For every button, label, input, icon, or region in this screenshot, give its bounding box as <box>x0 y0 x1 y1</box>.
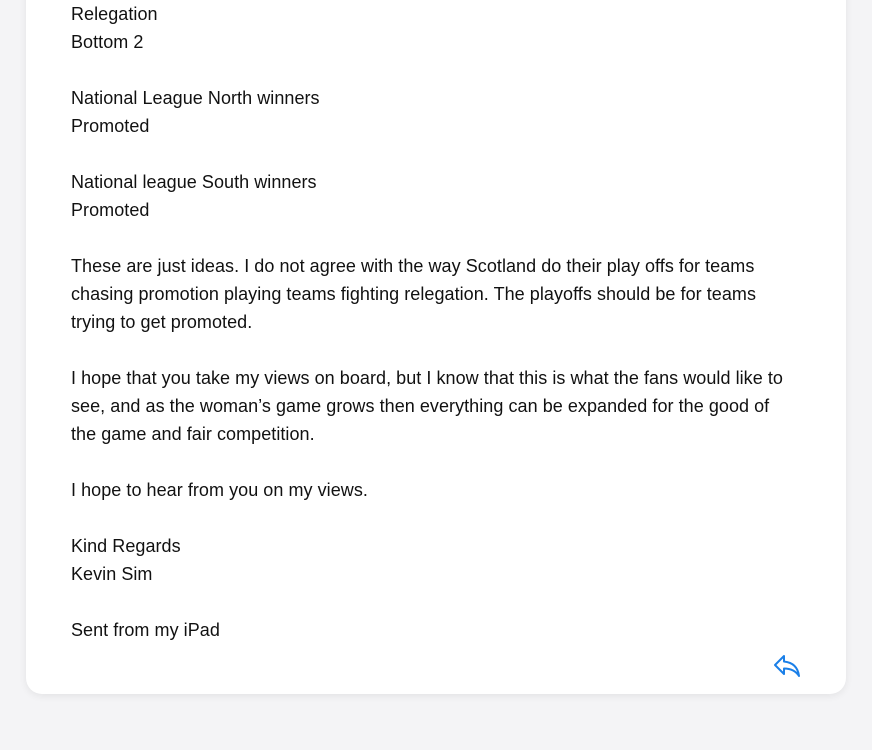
reply-arrow-icon <box>772 652 802 680</box>
body-line: the game and fair competition. <box>71 424 315 444</box>
body-line: Promoted <box>71 116 150 136</box>
body-line: I hope that you take my views on board, but I know that this is what the fans would like to <box>71 368 783 388</box>
paragraph-hope <box>71 476 811 504</box>
body-line: see, and as the woman’s game grows then everything can be expanded for the good of <box>71 396 770 416</box>
body-line: I hope to hear from you on my views. <box>71 480 368 500</box>
body-line: These are just ideas. I do not agree with the way Scotland do their play offs for teams <box>71 256 755 276</box>
body-line: trying to get promoted. <box>71 312 253 332</box>
paragraph-views <box>71 364 811 448</box>
paragraph-signoff <box>71 532 811 588</box>
paragraph-south <box>71 168 811 224</box>
body-line: Promoted <box>71 200 150 220</box>
body-line: Kevin Sim <box>71 564 153 584</box>
body-line: Relegation <box>71 4 158 24</box>
paragraph-ideas <box>71 252 811 336</box>
paragraph-signature <box>71 616 811 644</box>
body-line: National League North winners <box>71 88 320 108</box>
message-body <box>71 0 811 644</box>
body-line: Sent from my iPad <box>71 620 220 640</box>
paragraph-relegation <box>71 0 811 56</box>
body-line: chasing promotion playing teams fighting relegation. The playoffs should be for teams <box>71 284 756 304</box>
body-line: Bottom 2 <box>71 32 144 52</box>
reply-button[interactable] <box>772 652 802 680</box>
body-line: National league South winners <box>71 172 317 192</box>
body-line: Kind Regards <box>71 536 181 556</box>
paragraph-north <box>71 84 811 140</box>
